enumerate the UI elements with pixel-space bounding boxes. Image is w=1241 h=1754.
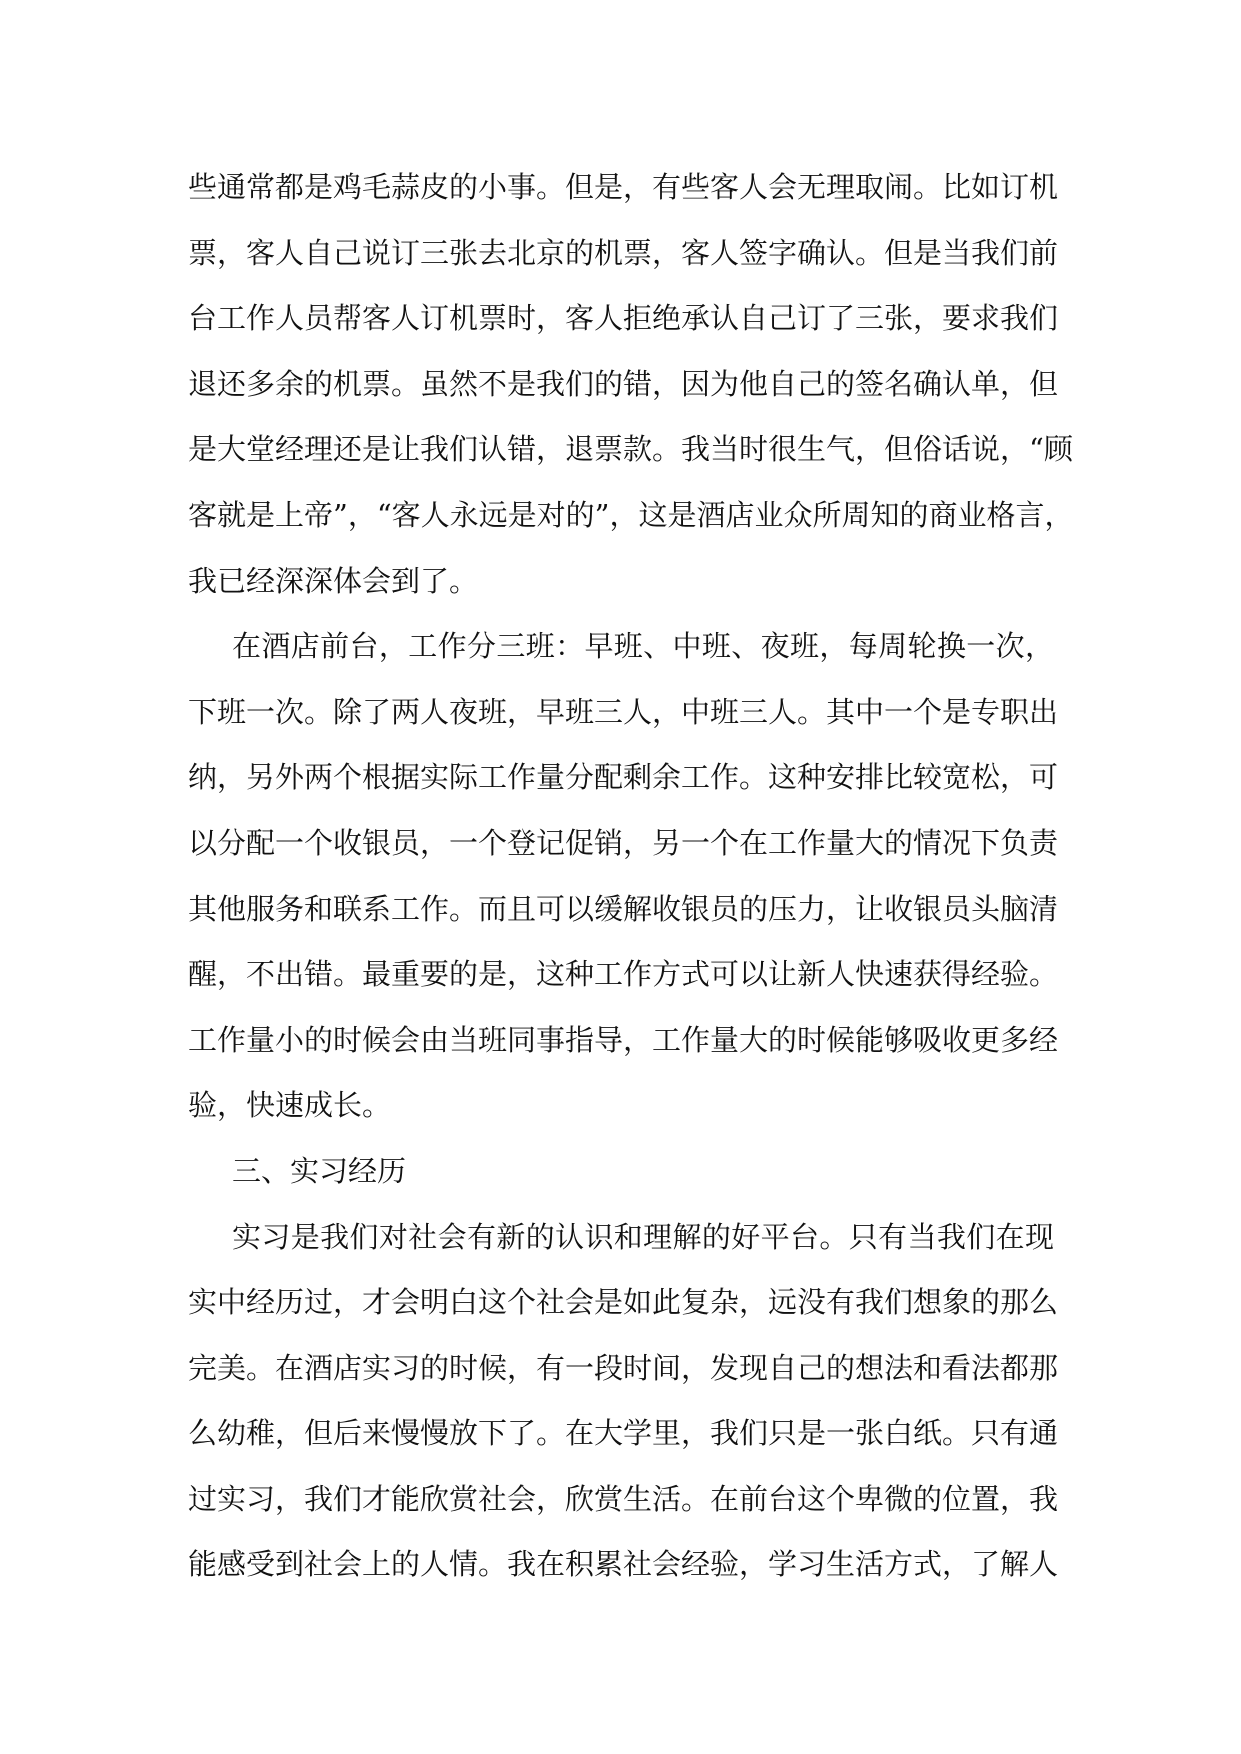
text-line: 我已经深深体会到了。 (188, 563, 479, 598)
text-line: 能感受到社会上的人情。我在积累社会经验，学习生活方式，了解人 (188, 1547, 1059, 1582)
text-line: 验，快速成长。 (188, 1088, 392, 1123)
text-line: 工作量小的时候会由当班同事指导，工作量大的时候能够吸收更多经 (188, 1022, 1059, 1057)
paragraph-start-line: 实习是我们对社会有新的认识和理解的好平台。只有当我们在现 (232, 1219, 1054, 1254)
text-line: 实中经历过，才会明白这个社会是如此复杂，远没有我们想象的那么 (188, 1285, 1059, 1320)
paragraph-start-line: 在酒店前台，工作分三班：早班、中班、夜班，每周轮换一次， (232, 629, 1054, 664)
text-line: 过实习，我们才能欣赏社会，欣赏生活。在前台这个卑微的位置，我 (188, 1481, 1059, 1516)
text-line: 么幼稚，但后来慢慢放下了。在大学里，我们只是一张白纸。只有通 (188, 1416, 1059, 1451)
text-line: 以分配一个收银员，一个登记促销，另一个在工作量大的情况下负责 (188, 825, 1059, 860)
text-line: 些通常都是鸡毛蒜皮的小事。但是，有些客人会无理取闹。比如订机 (188, 170, 1059, 204)
section-heading: 三、实习经历 (232, 1153, 407, 1188)
text-line: 退还多余的机票。虽然不是我们的错，因为他自己的签名确认单，但 (188, 366, 1059, 401)
text-line: 下班一次。除了两人夜班，早班三人，中班三人。其中一个是专职出 (188, 694, 1059, 729)
text-line: 票，客人自己说订三张去北京的机票，客人签字确认。但是当我们前 (188, 235, 1059, 270)
text-line: 是大堂经理还是让我们认错，退票款。我当时很生气，但俗话说，“顾 (188, 432, 1073, 467)
text-line: 完美。在酒店实习的时候，有一段时间，发现自己的想法和看法都那 (188, 1350, 1059, 1385)
text-line: 台工作人员帮客人订机票时，客人拒绝承认自己订了三张，要求我们 (188, 301, 1059, 336)
document-body (188, 155, 1074, 1598)
text-line: 纳，另外两个根据实际工作量分配剩余工作。这种安排比较宽松，可 (188, 760, 1059, 795)
text-line: 醒，不出错。最重要的是，这种工作方式可以让新人快速获得经验。 (188, 957, 1059, 992)
text-line: 客就是上帝”，“客人永远是对的”，这是酒店业众所周知的商业格言， (188, 497, 1074, 532)
text-line: 其他服务和联系工作。而且可以缓解收银员的压力，让收银员头脑清 (188, 891, 1059, 926)
